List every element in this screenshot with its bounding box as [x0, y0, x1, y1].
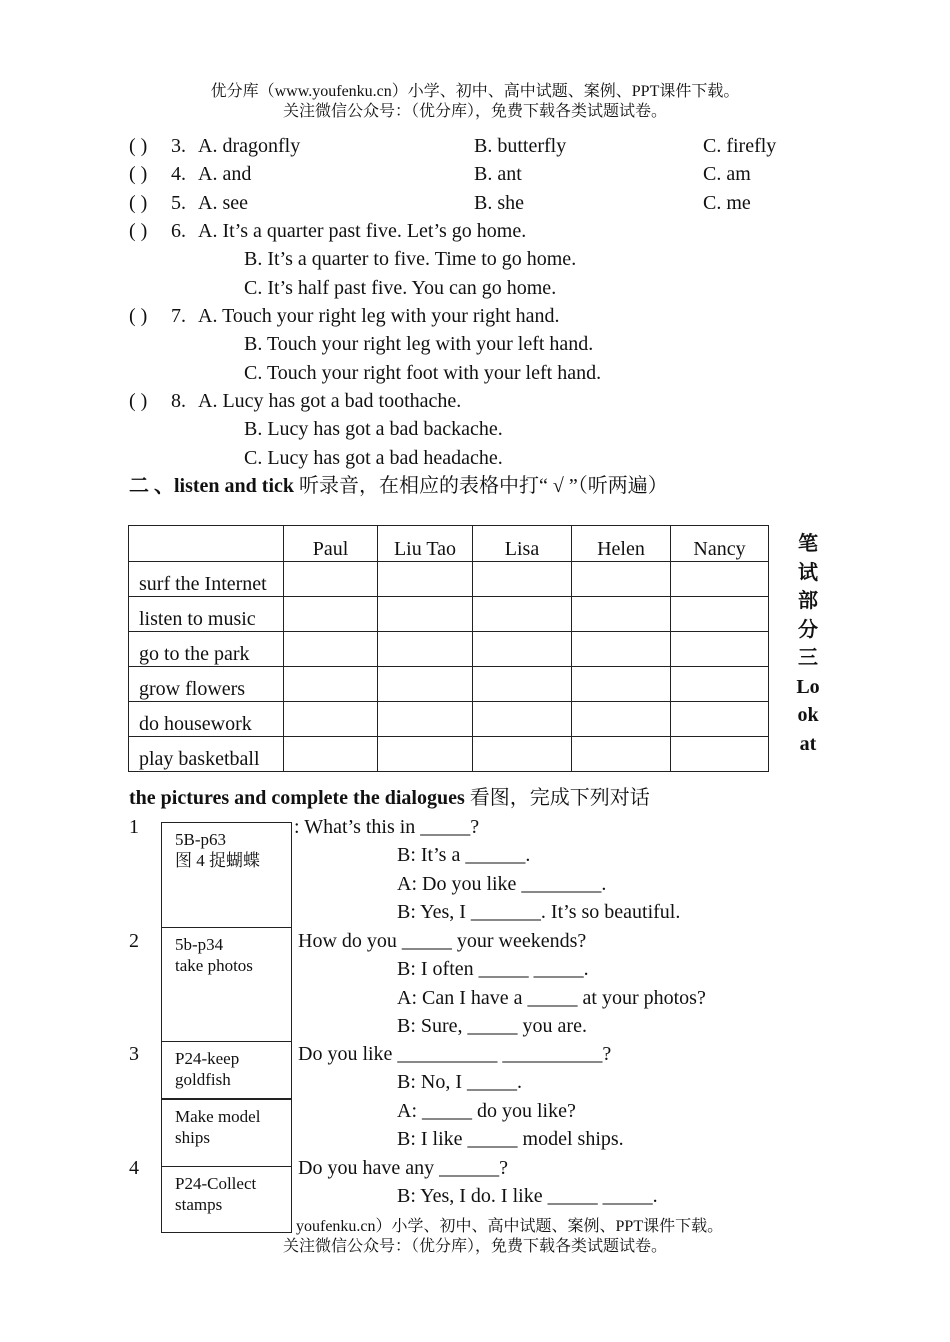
tick-cell[interactable] [572, 702, 671, 737]
answer-paren[interactable]: ( ) [129, 135, 148, 157]
option-b: B. butterfly [474, 135, 567, 157]
option-b: B. Lucy has got a bad backache. [244, 418, 503, 440]
option-a: A. Lucy has got a bad toothache. [198, 390, 462, 412]
side-label-char: 分 [798, 618, 818, 641]
table-row [129, 632, 769, 667]
section-2-title-en: listen and tick [174, 475, 295, 497]
dialogue-number: 3 [129, 1043, 139, 1065]
row-label: listen to music [129, 597, 284, 632]
dialogue-line: B: No, I _____. [397, 1071, 522, 1093]
column-header: Nancy [671, 526, 769, 562]
tick-cell[interactable] [284, 702, 378, 737]
option-a: A. dragonfly [198, 135, 301, 157]
column-header: Lisa [473, 526, 572, 562]
tick-cell[interactable] [473, 632, 572, 667]
dialogue-number: 4 [129, 1157, 139, 1179]
picture-caption: Make model [175, 1107, 261, 1126]
dialogue-line: A: Do you like ________. [397, 873, 607, 895]
tick-cell[interactable] [671, 597, 769, 632]
question-number: 3. [171, 135, 186, 157]
picture-box-stamps [161, 1166, 292, 1233]
dialogue-line: B: It’s a ______. [397, 844, 531, 866]
tick-cell[interactable] [473, 597, 572, 632]
picture-caption: P24-keep [175, 1049, 240, 1068]
dialogue-line: A: _____ do you like? [397, 1100, 576, 1122]
row-label: surf the Internet [129, 562, 284, 597]
dialogue-line: B: Yes, I do. I like _____ _____. [397, 1185, 658, 1207]
option-c: C. Touch your right foot with your left hand. [244, 362, 602, 384]
header-line-1: 优分库（www.youfenku.cn）小学、初中、高中试题、案例、PPT课件下载。 [210, 83, 740, 100]
row-label: go to the park [129, 632, 284, 667]
tick-cell[interactable] [284, 632, 378, 667]
side-label [793, 530, 823, 758]
section-2-prefix: 二 、 [129, 475, 174, 497]
side-label-char: 三 [798, 647, 818, 669]
picture-caption: stamps [175, 1195, 223, 1214]
picture-box-butterfly [161, 822, 292, 928]
tick-cell[interactable] [378, 737, 473, 772]
answer-paren[interactable]: ( ) [129, 305, 148, 327]
dialogue-line: B: Yes, I _______. It’s so beautiful. [397, 901, 681, 923]
question-number: 5. [171, 192, 186, 214]
section-2-heading [129, 472, 668, 500]
column-header: Paul [284, 526, 378, 562]
answer-paren[interactable]: ( ) [129, 163, 148, 185]
option-c: C. me [703, 192, 751, 214]
dialogue-number: 2 [129, 930, 139, 952]
option-c: C. am [703, 163, 751, 185]
picture-box-model-ships [161, 1099, 292, 1171]
dialogue-line: How do you _____ your weekends? [298, 930, 587, 952]
row-label: grow flowers [129, 667, 284, 702]
tick-cell[interactable] [572, 737, 671, 772]
dialogue-line: A: Can I have a _____ at your photos? [397, 987, 706, 1009]
table-row [129, 562, 769, 597]
tick-cell[interactable] [671, 562, 769, 597]
question-number: 6. [171, 220, 186, 242]
picture-caption: 5B-p63 [175, 830, 226, 849]
tick-cell[interactable] [378, 597, 473, 632]
picture-caption: 图 4 捉蝴蝶 [175, 851, 260, 870]
option-c: C. It’s half past five. You can go home. [244, 277, 557, 299]
picture-box-take-photos [161, 927, 292, 1042]
table-row [129, 737, 769, 772]
tick-cell[interactable] [572, 597, 671, 632]
answer-paren[interactable]: ( ) [129, 192, 148, 214]
question-number: 8. [171, 390, 186, 412]
section-3-title-cn: 看图，完成下列对话 [464, 787, 650, 809]
tick-cell[interactable] [284, 597, 378, 632]
option-c: C. Lucy has got a bad headache. [244, 447, 503, 469]
section-3-title-en: the pictures and complete the dialogues [129, 787, 465, 809]
side-label-char: at [799, 732, 817, 755]
tick-cell[interactable] [378, 702, 473, 737]
footer-line-2: 关注微信公众号：（优分库），免费下载各类试题试卷。 [282, 1238, 667, 1255]
tick-cell[interactable] [284, 737, 378, 772]
table-row [129, 667, 769, 702]
dialogue-line: B: Sure, _____ you are. [397, 1015, 587, 1037]
footer-line-1: youfenku.cn）小学、初中、高中试题、案例、PPT课件下载。 [296, 1218, 724, 1235]
column-header: Helen [572, 526, 671, 562]
picture-caption: take photos [175, 956, 253, 975]
tick-cell[interactable] [473, 562, 572, 597]
tick-cell[interactable] [473, 702, 572, 737]
question-number: 4. [171, 163, 186, 185]
tick-cell[interactable] [671, 737, 769, 772]
side-label-char: ok [797, 704, 819, 726]
option-a: A. see [198, 192, 248, 214]
answer-paren[interactable]: ( ) [129, 390, 148, 412]
tick-cell[interactable] [473, 667, 572, 702]
option-a: A. and [198, 163, 252, 185]
side-label-char: 笔 [798, 533, 818, 555]
option-a: A. Touch your right leg with your right hand. [198, 305, 560, 327]
side-label-char: Lo [796, 675, 820, 698]
side-label-char: 试 [798, 561, 818, 584]
side-label-char: 部 [798, 590, 818, 612]
option-b: B. Touch your right leg with your left hand. [244, 333, 594, 355]
tick-cell[interactable] [671, 667, 769, 702]
tick-cell[interactable] [671, 702, 769, 737]
tick-cell[interactable] [378, 632, 473, 667]
header-line-2: 关注微信公众号：（优分库），免费下载各类试题试卷。 [282, 103, 667, 120]
table-corner-cell [129, 526, 284, 562]
section-3-heading [129, 784, 650, 812]
tick-table [128, 525, 769, 772]
table-row [129, 702, 769, 737]
picture-box-goldfish [161, 1041, 292, 1099]
tick-cell[interactable] [378, 667, 473, 702]
tick-cell[interactable] [473, 737, 572, 772]
row-label: do housework [129, 702, 284, 737]
table-header-row [129, 526, 769, 562]
tick-cell[interactable] [378, 562, 473, 597]
option-b: B. It’s a quarter to five. Time to go home. [244, 248, 577, 270]
column-header: Liu Tao [378, 526, 473, 562]
option-b: B. ant [474, 163, 522, 185]
dialogue-line: Do you have any ______? [298, 1157, 508, 1179]
answer-paren[interactable]: ( ) [129, 220, 148, 242]
tick-cell[interactable] [572, 667, 671, 702]
tick-cell[interactable] [284, 562, 378, 597]
row-label: play basketball [129, 737, 284, 772]
section-2-title-cn: 听录音，在相应的表格中打“ √ ”（听两遍） [294, 475, 668, 497]
table-row [129, 597, 769, 632]
dialogue-line: B: I like _____ model ships. [397, 1128, 624, 1150]
tick-cell[interactable] [572, 632, 671, 667]
tick-cell[interactable] [671, 632, 769, 667]
picture-caption: goldfish [175, 1070, 231, 1089]
tick-cell[interactable] [284, 667, 378, 702]
dialogue-line: Do you like __________ __________? [298, 1043, 612, 1065]
option-a: A. It’s a quarter past five. Let’s go home. [198, 220, 527, 242]
question-number: 7. [171, 305, 186, 327]
option-b: B. she [474, 192, 524, 214]
tick-cell[interactable] [572, 562, 671, 597]
dialogue-number: 1 [129, 816, 139, 838]
picture-caption: 5b-p34 [175, 935, 224, 954]
dialogue-line: B: I often _____ _____. [397, 958, 589, 980]
picture-caption: P24-Collect [175, 1174, 257, 1193]
dialogue-line: : What’s this in _____? [294, 816, 480, 838]
option-c: C. firefly [703, 135, 777, 157]
picture-caption: ships [175, 1128, 210, 1147]
